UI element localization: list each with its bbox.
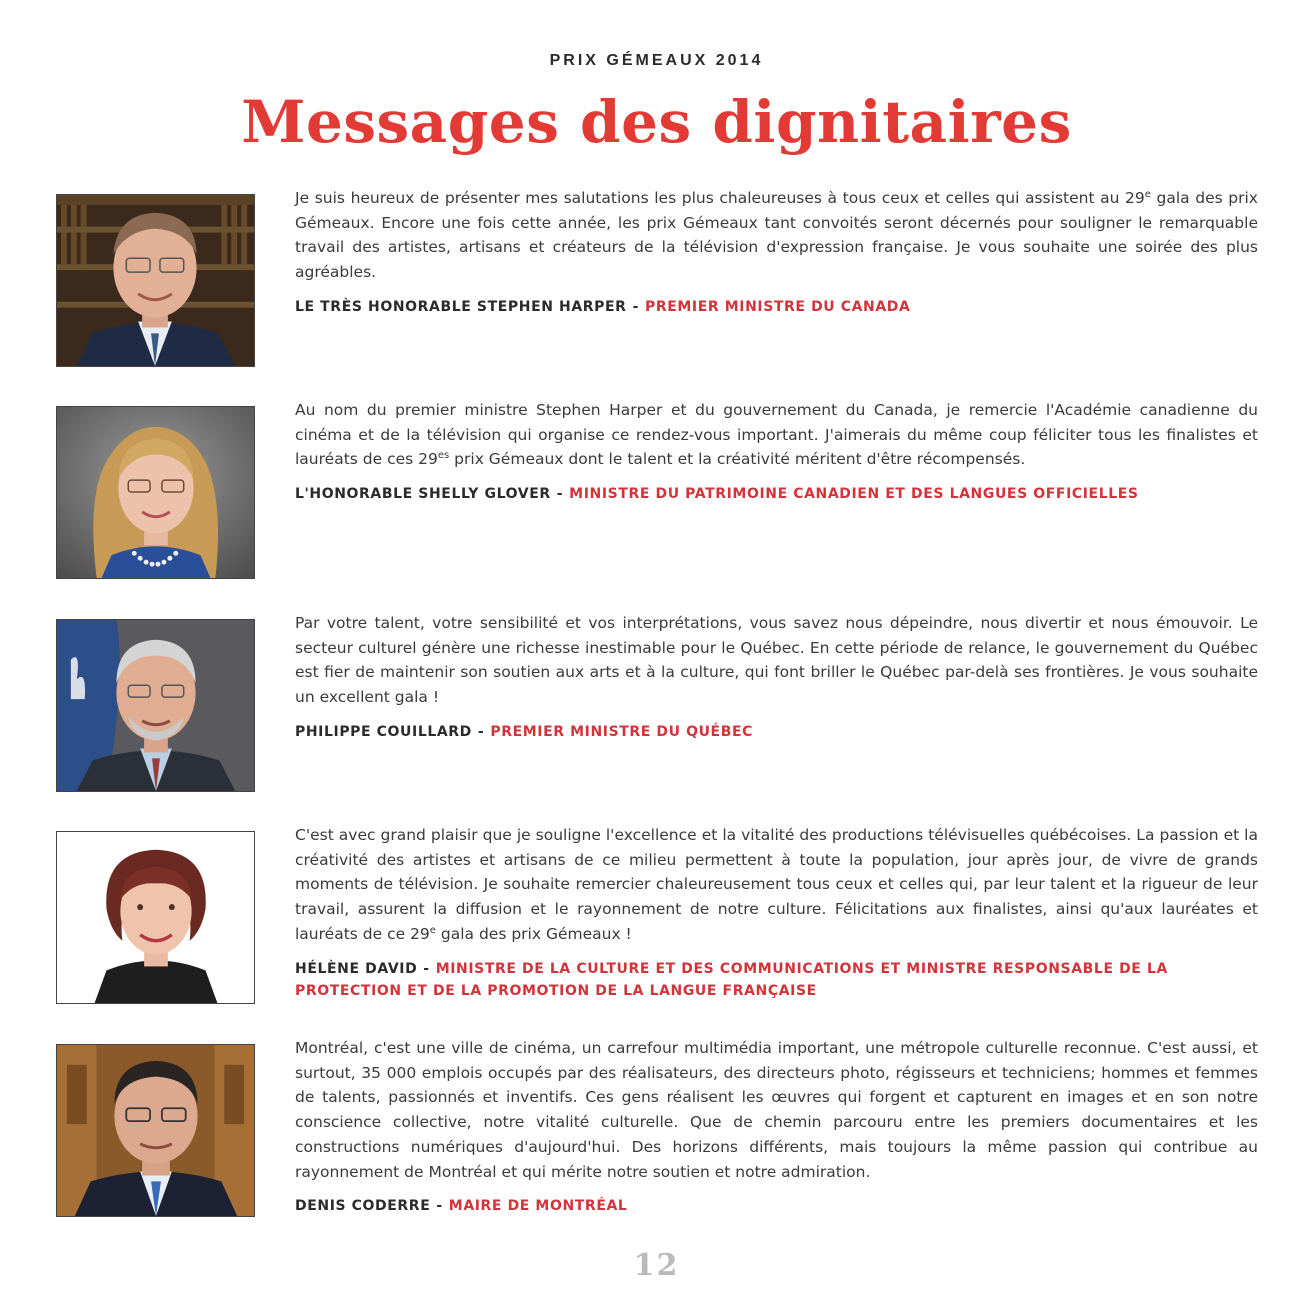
signature [295, 721, 1258, 743]
signature [295, 296, 1258, 318]
dignitary-role: PREMIER MINISTRE DU QUÉBEC [490, 723, 754, 740]
portrait-photo-glover [56, 406, 255, 579]
signature-separator: - [436, 1198, 443, 1215]
portrait-photo-couillard [56, 619, 255, 792]
page-title: Messages des dignitaires [241, 88, 1072, 156]
signature [295, 1195, 1258, 1217]
message-text: Je suis heureux de présenter mes salutations les plus chaleureuses à tous ceux et celles qui assistent au 29e gala des prix Gémeaux. Encore une fois cette année, les prix Gémeaux tant convoités seront décernés pour souligner le remarquable travail des artistes, artisans et créateurs de la télévision d'expression française. Je vous souhaite une soirée des plus agréables. [295, 188, 1258, 282]
signature-separator: - [556, 486, 564, 503]
message-block [295, 398, 1258, 505]
portrait-photo-harper [56, 194, 255, 367]
message-text: Montréal, c'est une ville de cinéma, un carrefour multimédia important, une métropole culturelle reconnue. C'est aussi, et surtout, 35 000 emplois occupés par des réalisateurs, des directeurs photo, régisseurs et techniciens; hommes et femmes de talents, passionnés et inventifs. Ces gens réalisent les œuvres qui forgent et capturent en images et en son notre conscience collective, notre vitalité culturelle. Que de chemin parcouru entre les premiers documentaires et les constructions numériques d'aujourd'hui. Des horizons différents, mais toujours la même passion qui contribue au rayonnement de Montréal et qui mérite notre soutien et notre admiration. [295, 1039, 1258, 1181]
message-block [295, 186, 1258, 318]
portrait-photo-david [56, 831, 255, 1004]
message-text: Au nom du premier ministre Stephen Harper et du gouvernement du Canada, je remercie l'Académie canadienne du cinéma et de la télévision qui organise ce rendez-vous important. J'aimerais du même coup féliciter tous les finalistes et lauréats de ces $29^{es}$ prix Gémeaux dont le talent et la créativité méritent d'être récompensés. [295, 401, 1258, 469]
dignitary-name: HÉLÈNE DAVID [295, 960, 418, 977]
dignitary-name: LE TRÈS HONORABLE STEPHEN HARPER [295, 298, 627, 315]
dignitary-role: MAIRE DE MONTRÉAL [448, 1198, 628, 1215]
signature-separator: - [423, 960, 430, 977]
message-text: Par votre talent, votre sensibilité et vos interprétations, vous savez nous dépeindre, nous divertir et nous émouvoir. Le secteur culturel génère une richesse inestimable pour le Québec. En cette période de relance, le gouvernement du Québec est fier de maintenir son soutien aux arts et à la culture, qui font briller le Québec par-delà ses frontières. Je vous souhaite un excellent gala ! [295, 614, 1258, 707]
dignitary-name: PHILIPPE COUILLARD [295, 723, 472, 740]
signature-separator: - [477, 723, 485, 740]
signature [295, 958, 1258, 1002]
dignitary-name: L'HONORABLE SHELLY GLOVER [295, 486, 551, 503]
message-text: C'est avec grand plaisir que je souligne l'excellence et la vitalité des productions télévisuelles québécoises. La passion et la créativité des artistes et artisans de ce milieu permettent à toute la population, jour après jour, de vivre de grands moments de télévision. Je souhaite remercier chaleureusement tous ceux et celles qui, par leur talent et la rigueur de leur travail, assurent la diffusion et le rayonnement de notre culture. Félicitations aux finalistes, ainsi qu'aux lauréates et lauréats de ce 29e gala des prix Gémeaux ! [295, 826, 1258, 943]
message-block [295, 1036, 1258, 1217]
dignitary-role: MINISTRE DU PATRIMOINE CANADIEN ET DES LANGUES OFFICIELLES [569, 486, 1139, 503]
dignitary-role: PREMIER MINISTRE DU CANADA [644, 298, 911, 315]
signature-separator: - [632, 298, 639, 315]
page-number: 12 [633, 1248, 680, 1283]
dignitary-name: DENIS CODERRE [295, 1198, 431, 1215]
message-block [295, 823, 1258, 1002]
portrait-photo-coderre [56, 1044, 255, 1217]
header-kicker: PRIX GÉMEAUX 2014 [549, 52, 764, 69]
signature [295, 483, 1258, 505]
dignitary-role: MINISTRE DE LA CULTURE ET DES COMMUNICATIONS ET MINISTRE RESPONSABLE DE LA PROTECTION ET DE LA PROMOTION DE LA LANGUE FRANÇAISE [295, 960, 1168, 999]
message-block [295, 611, 1258, 743]
